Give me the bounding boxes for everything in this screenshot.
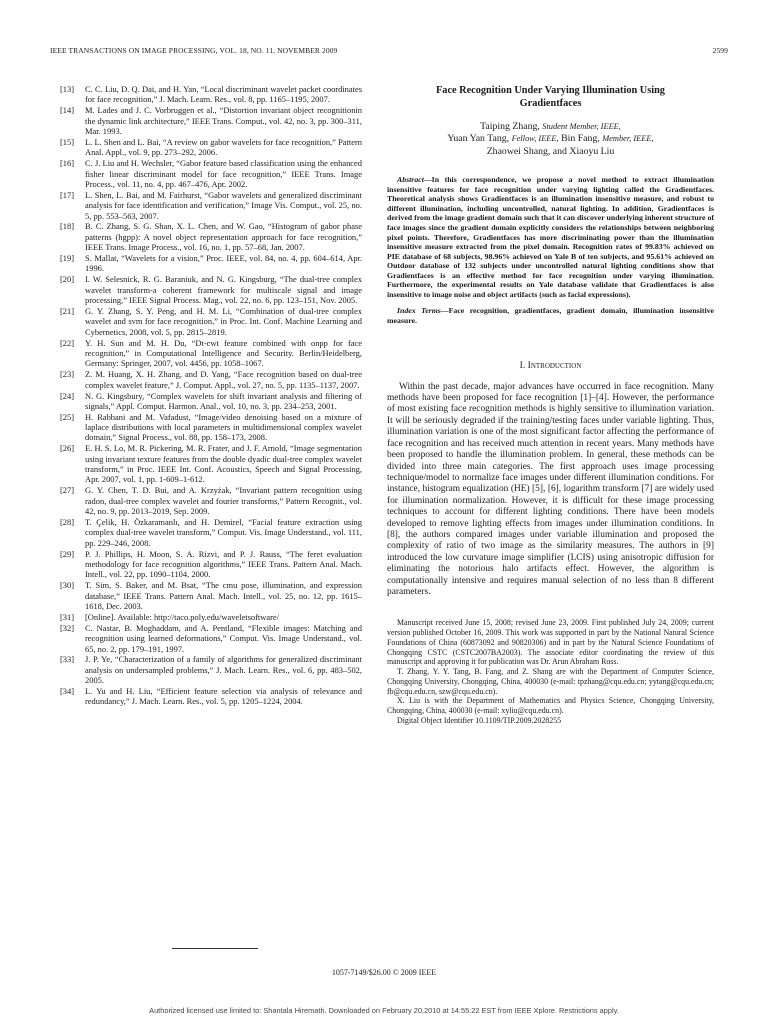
reference-text: S. Mallat, “Wavelets for a vision,” Proc. IEEE, vol. 84, no. 4, pp. 604–614, Apr. 1996. (85, 253, 362, 274)
reference-number: [20] (60, 274, 75, 285)
reference-number: [13] (60, 84, 75, 94)
author-membership: Student Member, IEEE, (542, 122, 621, 131)
reference-text: T. Sim, S. Baker, and M. Bsat, “The cmu pose, illumination, and expression database,” IEEE Trans. Pattern Anal. Mach. Intell., vol. 25, no. 12, pp. 1615–1618, Dec. 2003. (85, 580, 362, 611)
reference-item (60, 137, 362, 158)
reference-text: Z. M. Huang, X. H. Zhang, and D. Yang, “Face recognition based on dual-tree complex wavelet feature,” J. Comput. Appl., vol. 27, no. 5, pp. 1135–1137, 2007. (85, 369, 362, 390)
reference-item (60, 485, 362, 516)
reference-text: G. Y. Zhang, S. Y. Peng, and H. M. Li, “Combination of dual-tree complex wavelet and svm for face recognition,” in Proc. Int. Conf. Machine Learning and Cybernetics, 2008, vol. 5, pp. 2815–2819. (85, 305, 362, 337)
journal-header: IEEE TRANSACTIONS ON IMAGE PROCESSING, VOL. 18, NO. 11, NOVEMBER 2009 (50, 46, 338, 55)
author-line (387, 121, 714, 133)
page-number: 2599 (712, 46, 728, 55)
reference-text: T. Çelik, H. Özkaramanlı, and H. Demirel, “Facial feature extraction using complex dual-tree wavelet transform,” Comput. Vis. Image Understand., vol. 111, pp. 229–246, 2008. (85, 517, 362, 548)
reference-number: [32] (60, 622, 75, 633)
reference-item (60, 686, 362, 707)
author-name: Taiping Zhang, (480, 121, 540, 132)
reference-text: G. Y. Chen, T. D. Bui, and A. Krzyżak, “Invariant pattern recognition using radon, dual-tree complex wavelet and fourier transforms,” Pattern Recognit., vol. 42, no. 9, pp. 2013–2019, Sep. 2009. (85, 485, 362, 517)
reference-item (60, 221, 362, 252)
reference-text: B. C. Zhang, S. G. Shan, X. L. Chen, and W. Gao, “Histogram of gabor phase patterns (hgpp): A novel object representation approach for face recognition,” IEEE Trans. Image Process., vol. 16, no. 1, pp. 57–68, Jan. 2007. (85, 221, 362, 253)
reference-number: [28] (60, 517, 75, 527)
reference-text: L. Yu and H. Liu, “Efficient feature selection via analysis of relevance and redundancy,” J. Mach. Learn. Res., vol. 5, pp. 1205–1224, 2004. (85, 686, 362, 707)
section-title: Introduction (527, 360, 582, 372)
author-line: Zhaowei Shang, and Xiaoyu Liu (486, 145, 615, 157)
reference-item (60, 580, 362, 611)
reference-text: L. Shen, L. Bai, and M. Fairhurst, “Gabor wavelets and generalized discriminant analysis for face identification and verification,” Image Vis. Comput., vol. 25, no. 5, pp. 553–563, 2007. (85, 189, 362, 221)
reference-item (60, 84, 362, 105)
reference-item (60, 517, 362, 548)
reference-number: [15] (60, 136, 75, 147)
intro-paragraph: Within the past decade, major advances have occurred in face recognition. Many methods have been proposed for face recognition [1]–[4]. However, the performance of most existing face recognition methods is highly sensitive to illumination variation. It will be seriously degraded if the training/testing faces under variable lighting. Thus, illumination variation is one of the most significant factor affecting the performance of face recognition and has received much attention in recent years. Many methods have been proposed to handle the illumination problem. In general, these methods can be divided into three main categories. The first approach uses image processing technique/model to normalize face images under different illumination conditions. For instance, histogram equalization (HE) [5], [6], logarithm transform [7] are widely used for illumination normalization. However, it is difficult for these image processing techniques to account for different lighting conditions. There have been models developed to remove lighting effects from images under illumination conditions. In [8], the authors compared images under variable illumination and proposed the complexity of ratio of two image as the similarity measures. The authors in [9] introduced the low curvature image simplifier (LCIS) using anisotropic diffusion for eliminating the notorious halo artifacts effect. However, the algorithm is computationally intensive and requires manual selection of no less than 8 different parameters. (387, 381, 714, 597)
reference-number: [25] (60, 411, 75, 422)
abstract (387, 175, 714, 299)
reference-number: [29] (60, 548, 75, 559)
index-terms-text: Face recognition, gradientfaces, gradient domain, illumination insensitive measure. (387, 306, 714, 325)
reference-text: M. Lades and J. C. Vorbruggen et al., “Distortion invariant object recognitionin the dynamic link architecture,” IEEE Trans. Comput., vol. 42, no. 3, pp. 300–311, Mar. 1993. (85, 105, 362, 136)
reference-number: [21] (60, 305, 75, 316)
reference-item (60, 190, 362, 221)
copyright-line: 1057-7149/$26.00 © 2009 IEEE (331, 968, 437, 977)
reference-number: [27] (60, 485, 75, 496)
running-header (28, 46, 740, 60)
reference-number: [24] (60, 390, 75, 401)
reference-text: J. P. Ye, “Characterization of a family of algorithms for generalized discriminant analysis on undersampled problems,” J. Mach. Learn. Res., vol. 6, pp. 483–502, 2005. (85, 654, 362, 686)
reference-number: [34] (60, 686, 75, 697)
abstract-text: In this correspondence, we propose a novel method to extract illumination insensitive features for face recognition under varying lighting called the Gradientfaces. Theoretical analysis shows Gradientfaces is an illumination insensitive measure, and robust to different illumination, including uncontrolled, natural lighting. In addition, Gradientfaces is derived from the image gradient domain such that it can discover underlying inherent structure of face images since the gradient domain explicitly considers the relationships between neighboring pixel points. Therefore, Gradientfaces has more discriminating power than the illumination insensitive measure extracted from the pixel domain. Recognition rates of 99.83% achieved on PIE database of 68 subjects, 98.96% achieved on Yale B of ten subjects, and 95.61% achieved on Outdoor database of 132 subjects under uncontrolled natural lighting conditions show that Gradientfaces is an effective method for face recognition under varying illumination. Furthermore, the experimental results on Yale database validate that Gradientfaces is also insensitive to image noise and object artifacts (such as facial expressions). (387, 175, 714, 299)
reference-item (60, 443, 362, 484)
index-terms (387, 306, 714, 325)
footnote-affiliation: X. Liu is with the Department of Mathematics and Physics Science, Chongqing University, Chongqing, China, 400030 (e-mail: xyliu@cqu.edu.cn). (387, 696, 714, 716)
reference-text: I. W. Selesnick, R. G. Baraniuk, and N. G. Kingsburg, “The dual-tree complex wavelet transform-a coherent framework for multiscale signal and image processing,” IEEE Signal Process. Mag., vol. 22, no. 6, pp. 123–151, Nov. 2005. (85, 274, 362, 306)
reference-text: N. G. Kingsbury, “Complex wavelets for shift invariant analysis and filtering of signals,” Appl. Comput. Harmon. Anal., vol. 10, no. 3, pp. 234–253, 2001. (85, 390, 362, 411)
reference-item (60, 158, 362, 189)
reference-number: [14] (60, 105, 75, 116)
reference-text: C. J. Liu and H. Wechsler, “Gabor feature based classification using the enhanced fisher linear discriminant model for face recognition,” IEEE Trans. Image Process., vol. 11, no. 4, pp. 467–476, Apr. 2002. (85, 158, 362, 189)
abstract-label: Abstract— (397, 175, 432, 185)
author-membership: Fellow, IEEE, (511, 134, 559, 144)
author-line (387, 133, 714, 145)
reference-text: E. H. S. Lo, M. R. Pickering, M. R. Frater, and J. F. Arnold, “Image segmentation using invariant texture features from the double dyadic dual-tree complex wavelet transform,” in Proc. IEEE Int. Conf. Acoustics, Speech and Signal Processing, Apr. 2007, vol. 1, pp. 1-609–1-612. (85, 443, 362, 485)
reference-item (60, 623, 362, 654)
footnote-affiliation: T. Zhang, Y. Y. Tang, B. Fang, and Z. Shang are with the Department of Computer Science, Chongqing University, Chongqing, China, 400030 (e-mail: tpzhang@cqu.edu.cn; yytang@cqu.edu.cn; fb@cqu.edu.cn, szw@cqu.edu.cn). (387, 667, 714, 696)
reference-item (60, 369, 362, 390)
references-list (60, 84, 362, 707)
author-name: Yuan Yan Tang, (447, 133, 510, 145)
reference-item (60, 612, 362, 622)
reference-item (60, 274, 362, 305)
reference-number: [26] (60, 443, 75, 454)
reference-number: [22] (60, 337, 75, 348)
section-heading (387, 360, 714, 371)
reference-item (60, 253, 362, 274)
reference-number: [17] (60, 189, 75, 200)
article-column (387, 84, 714, 726)
reference-text: C. C. Liu, D. Q. Dai, and H. Yan, “Local discriminant wavelet packet coordinates for face recognition,” J. Mach. Learn. Res., vol. 8, pp. 1165–1195, 2007. (85, 84, 362, 105)
reference-number: [31] (60, 611, 75, 622)
reference-item (60, 412, 362, 443)
reference-item (60, 338, 362, 369)
reference-number: [19] (60, 253, 75, 264)
author-block (387, 121, 714, 158)
reference-number: [16] (60, 158, 75, 169)
license-notice: Authorized licensed use limited to: Shantala Hiremath. Downloaded on February 20,2010 at 14:55:22 EST from IEEE Xplore. Restrictions apply. (149, 1006, 619, 1015)
index-terms-label: Index Terms— (397, 306, 449, 316)
section-number: I. (519, 360, 526, 372)
reference-item (60, 105, 362, 136)
reference-number: [23] (60, 369, 75, 380)
author-name: Bin Fang, (561, 133, 600, 145)
reference-number: [33] (60, 654, 75, 665)
footnote-manuscript: Manuscript received June 15, 2008; revised June 23, 2009. First published July 24, 2009; current version published October 16, 2009. This work was supported in part by the National Natural Science Foundations of China (60873092 and 90820306) and in part by the Natural Science Foundations of Chongqing CSTC (CSTC2007BA2003). The associate editor coordinating the review of this manuscript and approving it for publication was Dr. Arun Abraham Ross. (387, 618, 714, 667)
footnotes (387, 618, 714, 725)
reference-item (60, 654, 362, 685)
reference-text: C. Nastar, B. Moghaddam, and A. Pentland, “Flexible images: Matching and recognition using learned deformations,” Comput. Vis. Image Understand., vol. 65, no. 2, pp. 179–191, 1997. (85, 622, 362, 654)
reference-number: [30] (60, 580, 75, 591)
reference-item (60, 306, 362, 337)
reference-text: H. Rabbani and M. Vafadust, “Image/video denoising based on a mixture of laplace distributions with local parameters in multidimensional complex wavelet domain,” Signal Process., vol. 88, pp. 158–173, 2008. (85, 411, 362, 443)
reference-text: [Online]. Available: http://taco.poly.edu/waveletsoftware/ (85, 611, 279, 622)
footnote-divider (172, 948, 258, 949)
reference-item (60, 391, 362, 412)
article-title: Face Recognition Under Varying Illumination Using Gradientfaces (436, 85, 665, 109)
reference-number: [18] (60, 221, 75, 232)
reference-item (60, 549, 362, 580)
reference-text: P. J. Phillips, H. Moon, S. A. Rizvi, and P. J. Rauss, “The feret evaluation methodology for face recognition algorithms,” IEEE Trans. Pattern Anal. Mach. Intell., vol. 22, pp. 1090–1104, 2000. (85, 548, 362, 580)
author-membership: Member, IEEE, (602, 134, 654, 144)
reference-text: L. L. Shen and L. Bai, “A review on gabor wavelets for face recognition,” Pattern Anal. Appl., vol. 9, pp. 273–292, 2006. (85, 136, 362, 158)
reference-text: Y. H. Sun and M. H. Du, “Dt-cwt feature combined with onpp for face recognition,” in Computational Intelligence and Security. Berlin/Heidelberg, Germany: Springer, 2007, vol. 4456, pp. 1058–1067. (85, 337, 362, 369)
footnote-doi: Digital Object Identifier 10.1109/TIP.2009.2028255 (397, 715, 562, 725)
